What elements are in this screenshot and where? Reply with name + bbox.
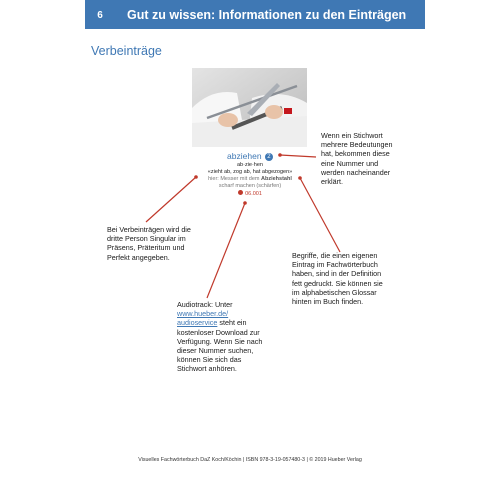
- meaning-number-badge: 2: [265, 153, 273, 161]
- entry-headword: abziehen: [227, 151, 262, 161]
- page-number: 6: [97, 10, 103, 21]
- header-title: Gut zu wissen: Informationen zu den Einträgen: [127, 8, 407, 22]
- entry-definition: hier: Messer mit dem Abziehstahl scharf machen (schärfen): [208, 176, 292, 189]
- note-bold-terms: Begriffe, die einen eigenen Eintrag im Fachwörterbuch haben, sind in der Definition fett gedruckt. Sie können sie im alphabetischen Glossar hinten im Buch finden.: [292, 251, 383, 307]
- audioservice-link[interactable]: www.hueber.de/ audioservice: [177, 309, 229, 328]
- entry-syllables: ab·zie·hen: [237, 162, 263, 168]
- audio-track-number: 06.001: [245, 191, 262, 197]
- page-footer: Visuelles Fachwörterbuch DaZ Koch/Köchin | ISBN 978-3-19-057480-3 | © 2019 Hueber Verlag: [138, 457, 362, 463]
- note-numbering: Wenn ein Stichwort mehrere Bedeutungen hat, bekommen diese eine Nummer und werden nacheinander erklärt.: [321, 131, 393, 187]
- note-audiotrack: Audiotrack: Unter www.hueber.de/ audioservice steht ein kostenloser Download zur Verfügung. Wenn Sie nach dieser Nummer suchen, können Sie sich das Stichwort anhören.: [177, 300, 263, 374]
- note-verb-forms: Bei Verbeinträgen wird die dritte Person Singular im Präsens, Präteritum und Perfekt angegeben.: [107, 225, 191, 262]
- section-title: Verbeinträge: [91, 44, 162, 58]
- bold-term: Abziehstahl: [261, 176, 292, 182]
- entry-verb-forms: «zieht ab, zog ab, hat abgezogen»: [207, 169, 293, 175]
